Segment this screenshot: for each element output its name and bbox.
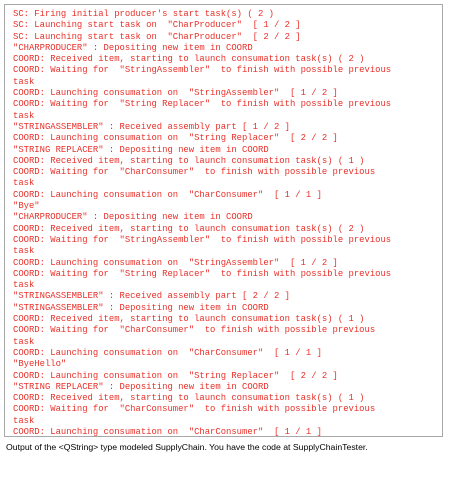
- console-line: "STRINGASSEMBLER" : Received assembly part [ 1 / 2 ]: [13, 121, 290, 132]
- console-line: COORD: Waiting for "CharConsumer" to finish with possible previous: [13, 325, 376, 336]
- console-line: COORD: Launching consumation on "String Replacer" [ 2 / 2 ]: [13, 370, 338, 381]
- console-line: COORD: Received item, starting to launch consumation task(s) ( 2 ): [13, 54, 365, 65]
- console-line: COORD: Waiting for "StringAssembler" to finish with possible previous: [13, 65, 392, 76]
- console-line: "Bye": [13, 201, 40, 212]
- console-line: task: [13, 178, 35, 189]
- console-line: COORD: Launching consumation on "StringAssembler" [ 1 / 2 ]: [13, 257, 338, 268]
- console-line: COORD: Launching consumation on "CharConsumer" [ 1 / 1 ]: [13, 426, 322, 437]
- console-line: "CHARPRODUCER" : Depositing new item in COORD: [13, 212, 253, 223]
- console-line: "STRING REPLACER" : Depositing new item in COORD: [13, 381, 269, 392]
- figure-caption: Output of the <QString> type modeled SupplyChain. You have the code at SupplyChainTester.: [6, 442, 368, 452]
- console-line: task: [13, 336, 35, 347]
- console-line: "STRINGASSEMBLER" : Depositing new item in COORD: [13, 302, 269, 313]
- console-line: task: [13, 246, 35, 257]
- console-line: COORD: Launching consumation on "StringAssembler" [ 1 / 2 ]: [13, 88, 338, 99]
- console-line: SC: Firing initial producer's start task(s) ( 2 ): [13, 9, 274, 19]
- console-line: COORD: Waiting for "StringAssembler" to finish with possible previous: [13, 234, 392, 245]
- console-line: "CHARPRODUCER" : Depositing new item in COORD: [13, 42, 253, 53]
- console-line: COORD: Received item, starting to launch consumation task(s) ( 1 ): [13, 393, 365, 404]
- console-line: COORD: Waiting for "String Replacer" to finish with possible previous: [13, 99, 392, 110]
- console-line: task: [13, 280, 35, 291]
- console-line: COORD: Received item, starting to launch consumation task(s) ( 1 ): [13, 155, 365, 166]
- console-line: COORD: Launching consumation on "String Replacer" [ 2 / 2 ]: [13, 133, 338, 144]
- console-line: "STRING REPLACER" : Depositing new item in COORD: [13, 144, 269, 155]
- console-line: COORD: Launching consumation on "CharConsumer" [ 1 / 1 ]: [13, 347, 322, 358]
- console-line: COORD: Waiting for "CharConsumer" to finish with possible previous: [13, 167, 376, 178]
- console-output-frame: [4, 4, 443, 437]
- console-line: SC: Launching start task on "CharProducer" [ 1 / 2 ]: [13, 20, 301, 31]
- console-output-lines: [13, 9, 438, 437]
- console-line: task: [13, 110, 35, 121]
- console-line: task: [13, 415, 35, 426]
- console-line: "ByeHello": [13, 359, 67, 370]
- console-line: COORD: Received item, starting to launch consumation task(s) ( 2 ): [13, 223, 365, 234]
- console-line: COORD: Waiting for "CharConsumer" to finish with possible previous: [13, 404, 376, 415]
- console-line: COORD: Received item, starting to launch consumation task(s) ( 1 ): [13, 314, 365, 325]
- console-line: COORD: Launching consumation on "CharConsumer" [ 1 / 1 ]: [13, 189, 322, 200]
- console-line: "STRINGASSEMBLER" : Received assembly part [ 2 / 2 ]: [13, 291, 290, 302]
- console-line: COORD: Waiting for "String Replacer" to finish with possible previous: [13, 268, 392, 279]
- console-line: task: [13, 76, 35, 87]
- console-line: SC: Launching start task on "CharProducer" [ 2 / 2 ]: [13, 31, 301, 42]
